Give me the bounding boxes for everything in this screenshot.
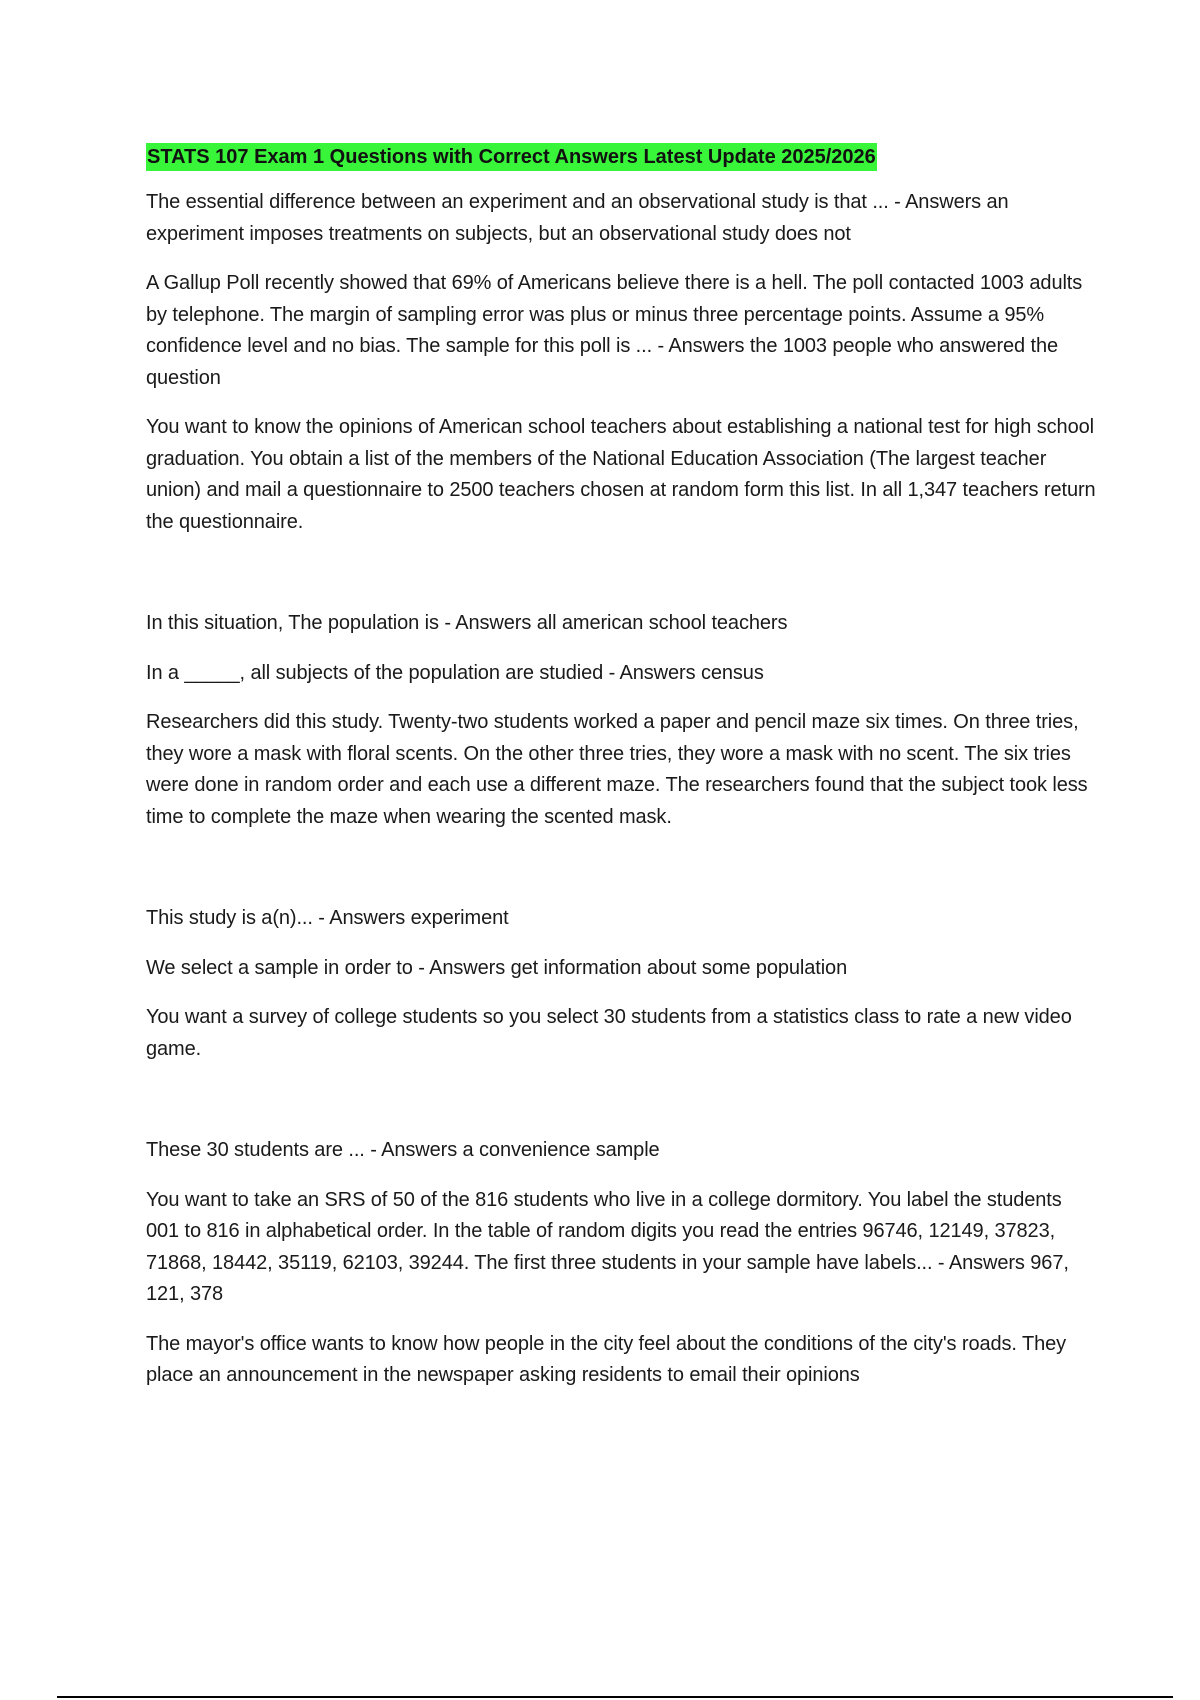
qa-item: You want to take an SRS of 50 of the 816 students who live in a college dormitory. You label the students 001 to 816 in alphabetical order. In the table of random digits you read the entries 96746, 12149, 37823, 71868, 18442, 35119, 62103, 39244. The first three students in your sample have labels... - Answers 967, 121, 378 [146,1188,1069,1305]
qa-item: These 30 students are ... - Answers a convenience sample [146,1139,660,1161]
question-context: You want a survey of college students so you select 30 students from a statistics class to rate a new video game. [146,1006,1072,1060]
question-context: The mayor's office wants to know how people in the city feel about the conditions of the city's roads. They place an announcement in the newspaper asking residents to email their opinions [146,1332,1067,1386]
qa-item: We select a sample in order to - Answers get information about some population [146,956,848,979]
question-context: You want to know the opinions of American school teachers about establishing a national test for high school graduation. You obtain a list of the members of the National Education Association (The largest teacher union) and mail a questionnaire to 2500 teachers chosen at random form this list. In all 1,347 teachers return the questionnaire. [146,416,1096,533]
paragraph-gap [146,556,1096,608]
document-body [146,143,1096,1410]
qa-item: A Gallup Poll recently showed that 69% of Americans believe there is a hell. The poll contacted 1003 adults by telephone. The margin of sampling error was plus or minus three percentage points. Assume a 95% confidence level and no bias. The sample for this poll is ... - Answers the 1003 people who answered the question [146,272,1083,389]
qa-item: The essential difference between an experiment and an observational study is that ... - Answers an experiment imposes treatments on subjects, but an observational study does not [146,191,1009,245]
qa-item: In a _____, all subjects of the population are studied - Answers census [146,661,764,684]
question-context: Researchers did this study. Twenty-two students worked a paper and pencil maze six times. On three tries, they wore a mask with floral scents. On the other three tries, they wore a mask with no scent. The six tries were done in random order and each use a different maze. The researchers found that the subject took less time to complete the maze when wearing the scented mask. [146,711,1088,828]
qa-item: This study is a(n)... - Answers experiment [146,907,509,929]
footer-divider [57,1696,1173,1698]
qa-item: In this situation, The population is - Answers all american school teachers [146,612,788,634]
paragraph-gap [146,851,1096,903]
paragraph-gap [146,1083,1096,1135]
document-title: STATS 107 Exam 1 Questions with Correct Answers Latest Update 2025/2026 [146,143,877,171]
